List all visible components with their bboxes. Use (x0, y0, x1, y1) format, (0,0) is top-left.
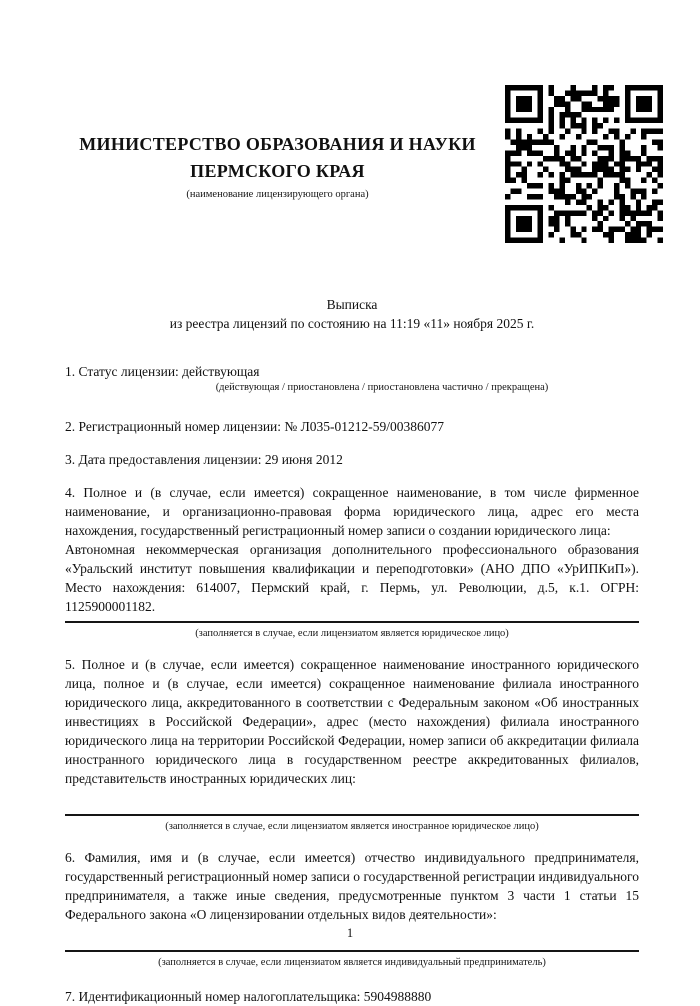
page-number: 1 (346, 926, 354, 940)
foreign-entity-clause: 5. Полное и (в случае, если имеется) сокращенное наименование иностранного юридического лица, полное и (в случае, если имеется) сокращенное наименование филиала иностранного юридического лица, аккредитованного в соответствии с Федеральным законом «Об иностранных инвестициях в Российской Федерации», адрес (место нахождения) филиала иностранного юридического лица на территории Российской Федерации, номер записи об аккредитации филиала иностранного юридического лица в государственном реестре аккредитованных филиалов, представительств иностранных юридических лиц: (65, 657, 639, 786)
license-status: 1. Статус лицензии: действующая (65, 364, 260, 379)
license-status-caption: (действующая / приостановлена / приостановлена частично / прекращена) (215, 382, 549, 393)
document-title-line1: Выписка (326, 297, 378, 312)
document-title (65, 295, 639, 333)
legal-entity-clause: 4. Полное и (в случае, если имеется) сокращенное наименование, в том числе фирменное наименование, и организационно-правовая форма юридического лица, адрес его места нахождения, государственный регистрационный номер записи о создании юридического лица: (65, 485, 639, 538)
entrepreneur-caption: (заполняется в случае, если лицензиатом является индивидуальный предприниматель) (158, 957, 546, 968)
legal-entity-rule (65, 621, 639, 623)
foreign-entity-caption: (заполняется в случае, если лицензиатом является иностранное юридическое лицо) (165, 821, 539, 832)
foreign-entity-rule (65, 814, 639, 816)
registration-number: 2. Регистрационный номер лицензии: № Л035-01212-59/00386077 (65, 419, 445, 434)
ministry-name-line1: МИНИСТЕРСТВО ОБРАЗОВАНИЯ И НАУКИ (79, 134, 476, 154)
document-content (65, 0, 639, 1006)
license-date: 3. Дата предоставления лицензии: 29 июня 2012 (65, 452, 343, 467)
legal-entity-value: Автономная некоммерческая организация дополнительного профессионального образования «Уральский институт повышения квалификации и переподготовки» (АНО ДПО «УрИПКиП»). Место нахождения: 614007, Пермский край, г. Пермь, ул. Революции, д.5, к.1. ОГРН: 1125900001182. (65, 542, 639, 614)
authority-caption: (наименование лицензирующего органа) (186, 189, 369, 200)
licensing-authority-header (65, 131, 490, 202)
taxpayer-id: 7. Идентификационный номер налогоплательщика: 5904988880 (65, 989, 432, 1004)
legal-entity-caption: (заполняется в случае, если лицензиатом является юридическое лицо) (195, 628, 509, 639)
ministry-name-line2: ПЕРМСКОГО КРАЯ (190, 161, 365, 181)
document-title-line2: из реестра лицензий по состоянию на 11:19 «11» ноября 2025 г. (169, 316, 535, 331)
entrepreneur-rule (65, 950, 639, 952)
entrepreneur-clause: 6. Фамилия, имя и (в случае, если имеется) отчество индивидуального предпринимателя, государственный регистрационный номер записи о государственной регистрации индивидуального предпринимателя, а также иные сведения, предусмотренные пунктом 3 части 1 статьи 15 Федерального закона «О лицензировании отдельных видов деятельности»: (65, 850, 639, 922)
